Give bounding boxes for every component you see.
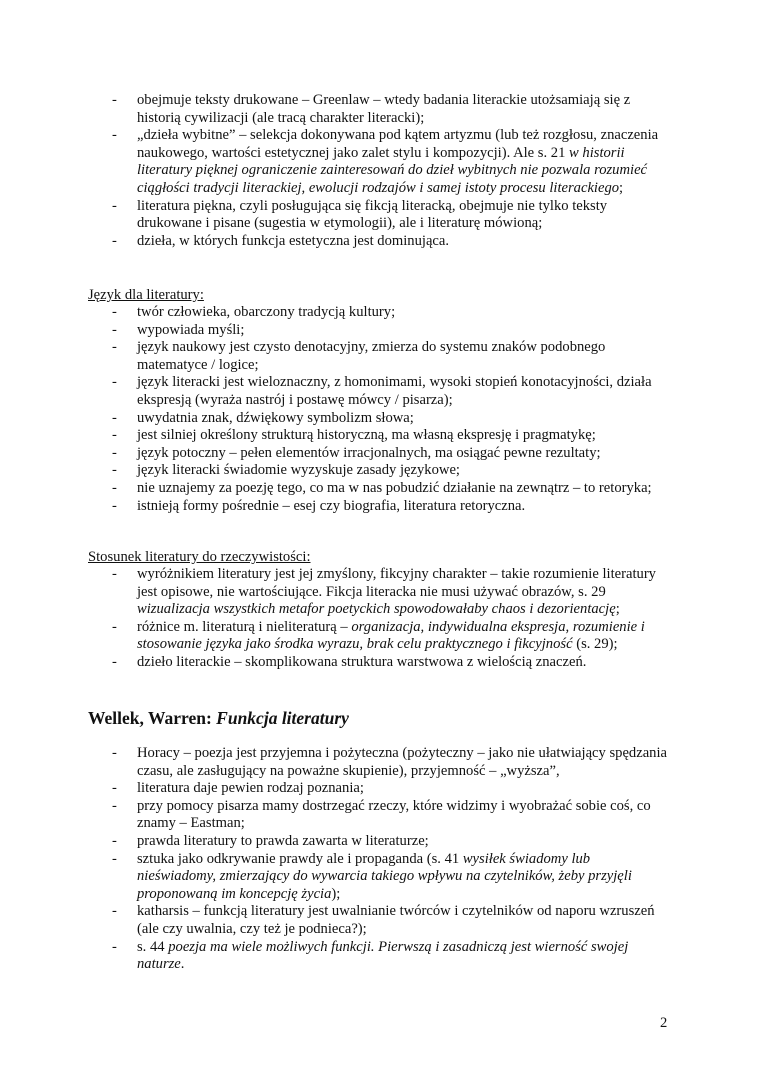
list-item-text: wypowiada myśli; — [137, 321, 245, 338]
list-item-text: wizualizacja wszystkich metafor poetyckich spowodowałaby chaos i dezorientację — [137, 601, 616, 618]
list-item — [112, 566, 672, 619]
list-item — [112, 304, 672, 322]
list-item — [112, 233, 672, 251]
list-item-text: język literacki świadomie wyzyskuje zasady językowe; — [137, 462, 460, 479]
title-work: Funkcja literatury — [216, 708, 349, 728]
section-heading-language: Język dla literatury: — [88, 287, 204, 303]
list-item-text: wysiłek świadomy lub nieświadomy, zmierzający do wywarcia takiego wpływu na czytelników, żeby przyjęli proponowaną im koncepcję życia — [137, 850, 632, 902]
list-item-text: nie uznajemy za poezję tego, co ma w nas pobudzić działanie na zewnątrz – to retoryka; — [137, 479, 652, 496]
list-item-text: istnieją formy pośrednie – esej czy biografia, literatura retoryczna. — [137, 497, 526, 514]
list-item-text: s. 44 — [137, 938, 169, 955]
list-item-text: (s. 29); — [572, 636, 618, 653]
list-reality — [112, 566, 672, 672]
list-item — [112, 410, 672, 428]
list-item-text: organizacja, indywidualna ekspresja, rozumienie i stosowanie języka jako środka wyrazu, brak celu praktycznego i fikcyjność — [137, 618, 645, 653]
list-item-text: poezja ma wiele możliwych funkcji. Pierwszą i zasadniczą jest wierność swojej naturze — [137, 938, 629, 973]
list-item-text: dzieło literackie – skomplikowana struktura warstwowa z wielością znaczeń. — [137, 653, 587, 670]
list-item-text: ); — [331, 885, 341, 902]
list-function — [112, 745, 672, 974]
list-item — [112, 198, 672, 233]
list-item-text: Horacy – poezja jest przyjemna i pożyteczna (pożyteczny – jako nie ułatwiający spędzania czasu, ale zasługujący na poważne skupienie), przyjemność – „wyższa”, — [137, 745, 667, 779]
list-item-text: „dzieła wybitne” – selekcja dokonywana pod kątem artyzmu (lub też rozgłosu, znaczenia naukowego, wartości estetycznej jako zalet stylu i kompozycji). Ale s. 21 — [137, 127, 659, 161]
list-item-text: język literacki jest wieloznaczny, z homonimami, wysoki stopień konotacyjności, działa ekspresją (wyraża nastrój i postawę mówcy / pisarza); — [137, 374, 652, 408]
list-item — [112, 833, 672, 851]
list-item-text: różnice m. literaturą i nieliteraturą – — [137, 618, 352, 635]
list-item — [112, 654, 672, 672]
list-language — [112, 304, 672, 515]
list-item-text: literatura daje pewien rodzaj poznania; — [137, 780, 364, 797]
list-item — [112, 480, 672, 498]
list-item-text: w historii literatury pięknej ograniczenie zainteresowań do dzieł wybitnych nie pozwala rozumieć ciągłości tradycji literackiej, ewolucji rodzajów i samej istoty procesu literackiego — [137, 144, 648, 196]
list-item-text: ; — [615, 601, 620, 618]
list-item-text: dzieła, w których funkcja estetyczna jest dominująca. — [137, 232, 450, 249]
list-item-text: przy pomocy pisarza mamy dostrzegać rzeczy, które widzimy i wyobrażać sobie coś, co znamy – Eastman; — [137, 797, 651, 832]
list-item-text: katharsis – funkcją literatury jest uwalnianie twórców i czytelników od naporu wzruszeń (ale czy uwalnia, czy też je podnieca?); — [137, 903, 655, 937]
list-item — [112, 903, 672, 938]
page-number: 2 — [660, 1015, 668, 1031]
list-item — [112, 939, 672, 974]
section-heading-reality: Stosunek literatury do rzeczywistości: — [88, 549, 311, 565]
list-item-text: wyróżnikiem literatury jest jej zmyślony, fikcyjny charakter – takie rozumienie literatury jest opisowe, nie wartościujące. Fikcja literacka nie musi używać obrazów, s. 29 — [137, 566, 656, 600]
list-item — [112, 427, 672, 445]
list-item — [112, 462, 672, 480]
list-item-text: sztuka jako odkrywanie prawdy ale i propaganda (s. 41 — [137, 850, 463, 867]
title-author: Wellek, Warren: — [88, 708, 217, 728]
list-item — [112, 798, 672, 833]
list-item-text: literatura piękna, czyli posługująca się fikcją literacką, obejmuje nie tylko teksty drukowane i pisane (sugestia w etymologii), ale i literaturę mówioną; — [137, 197, 608, 232]
list-scope — [112, 92, 672, 250]
list-item — [112, 498, 672, 516]
list-item — [112, 92, 672, 127]
list-item — [112, 851, 672, 904]
list-item-text: jest silniej określony strukturą historyczną, ma własną ekspresję i pragmatykę; — [137, 427, 596, 444]
list-item — [112, 127, 672, 197]
list-item — [112, 780, 672, 798]
section-title — [88, 708, 349, 728]
list-item-text: ; — [619, 179, 624, 196]
list-item — [112, 619, 672, 654]
list-item — [112, 322, 672, 340]
list-item-text: obejmuje teksty drukowane – Greenlaw – wtedy badania literackie utożsamiają się z historią cywilizacji (ale tracą charakter literacki); — [137, 92, 631, 126]
list-item — [112, 745, 672, 780]
list-item — [112, 445, 672, 463]
list-item-text: język naukowy jest czysto denotacyjny, zmierza do systemu znaków podobnego matematyce / logice; — [137, 339, 606, 373]
list-item-text: . — [180, 956, 185, 973]
list-item-text: uwydatnia znak, dźwiękowy symbolizm słowa; — [137, 409, 414, 426]
list-item-text: twór człowieka, obarczony tradycją kultury; — [137, 304, 396, 320]
list-item — [112, 374, 672, 409]
list-item-text: prawda literatury to prawda zawarta w literaturze; — [137, 832, 429, 849]
list-item-text: język potoczny – pełen elementów irracjonalnych, ma osiągać pewne rezultaty; — [137, 444, 601, 461]
list-item — [112, 339, 672, 374]
